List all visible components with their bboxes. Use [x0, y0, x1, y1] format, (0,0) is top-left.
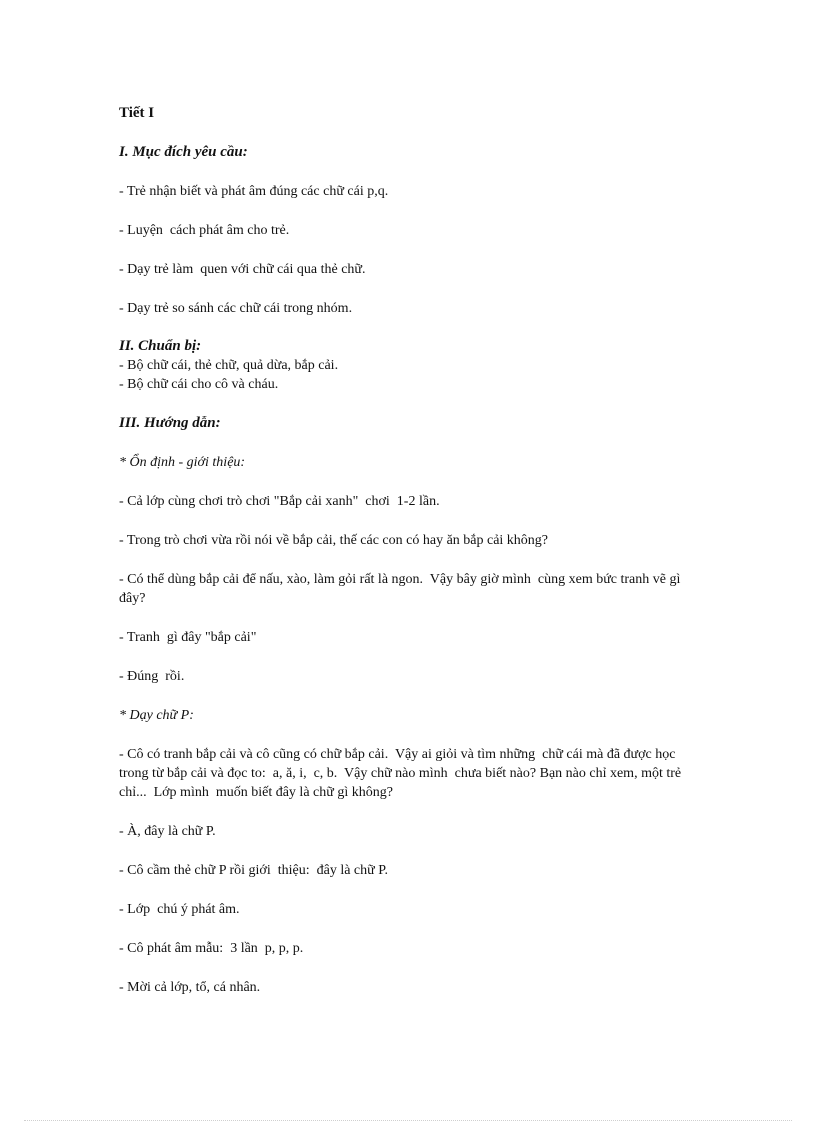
guidance-item: - Cả lớp cùng chơi trò chơi "Bắp cải xanh" chơi 1-2 lần.	[119, 494, 440, 509]
teaching-item: - Cô phát âm mẫu: 3 lần p, p, p.	[119, 941, 304, 956]
objective-item: - Luyện cách phát âm cho trẻ.	[119, 223, 290, 238]
guidance-item: - Tranh gì đây "bắp cải"	[119, 630, 257, 645]
objective-item: - Dạy trẻ làm quen với chữ cái qua thẻ chữ.	[119, 262, 366, 277]
page-title: Tiết I	[119, 105, 155, 121]
subsection-heading-letter-p: * Dạy chữ P:	[119, 708, 194, 723]
objective-item: - Dạy trẻ so sánh các chữ cái trong nhóm.	[119, 301, 353, 316]
teaching-item: - Cô cầm thẻ chữ P rồi giới thiệu: đây là chữ P.	[119, 863, 388, 878]
subsection-heading-intro: * Ổn định - giới thiệu:	[119, 455, 246, 470]
guidance-item: - Đúng rồi.	[119, 669, 185, 684]
objective-item: - Trẻ nhận biết và phát âm đúng các chữ cái p,q.	[119, 184, 389, 199]
guidance-item: - Có thể dùng bắp cải để nấu, xào, làm gỏi rất là ngon. Vậy bây giờ mình cùng xem bức tranh vẽ gì đây?	[119, 572, 684, 606]
teaching-item: - Cô có tranh bắp cải và cô cũng có chữ bắp cải. Vậy ai giỏi và tìm những chữ cái mà đã được học trong từ bắp cải và đọc to: a, ă, i, c, b. Vậy chữ nào mình chưa biết nào? Bạn nào chỉ xem, một trẻ chỉ... Lớp mình muốn biết đây là chữ gì không?	[119, 747, 685, 800]
guidance-item: - Trong trò chơi vừa rồi nói về bắp cải, thế các con có hay ăn bắp cải không?	[119, 533, 549, 548]
teaching-item: - À, đây là chữ P.	[119, 824, 216, 839]
section-heading-preparation: II. Chuẩn bị:	[119, 338, 202, 354]
document-page	[119, 100, 699, 1017]
section-heading-objectives: I. Mục đích yêu cầu:	[119, 144, 248, 160]
section-heading-guidance: III. Hướng dẫn:	[119, 415, 221, 431]
preparation-item: - Bộ chữ cái cho cô và cháu.	[119, 377, 279, 392]
teaching-item: - Mời cả lớp, tổ, cá nhân.	[119, 980, 261, 995]
teaching-item: - Lớp chú ý phát âm.	[119, 902, 240, 917]
page-bottom-rule	[24, 1120, 792, 1121]
preparation-item: - Bộ chữ cái, thẻ chữ, quả dừa, bắp cải.	[119, 358, 339, 373]
